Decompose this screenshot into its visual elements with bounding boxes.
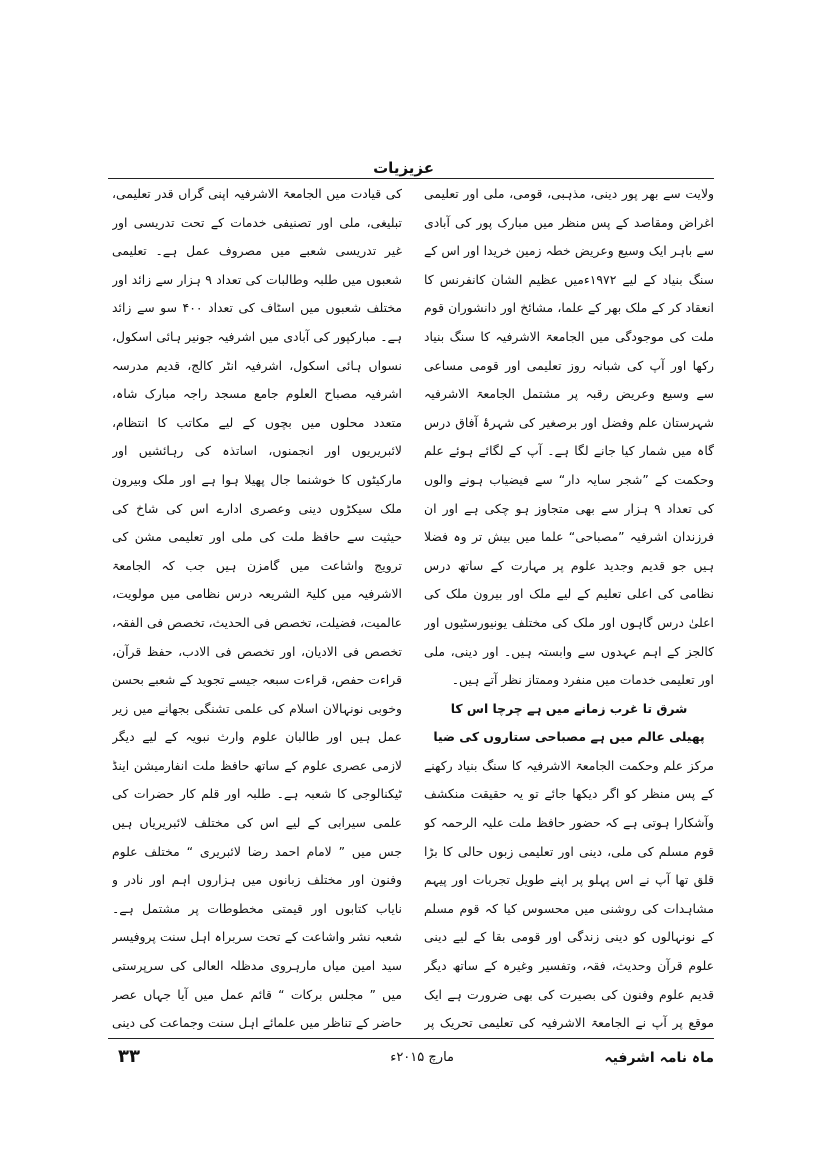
poem-line-2: پھیلی عالم میں ہے مصباحی ستاروں کی ضیا	[433, 729, 705, 745]
paragraph-intro: ولایت سے بھر پور دینی، مذہبی، قومی، ملی اور تعلیمی اغراض ومقاصد کے پس منظر میں مبارک پور کی آبادی سے باہر ایک وسیع وعریض خطہ زمین خریدا اور اس کے سنگ بنیاد کے لیے ۱۹۷۲ءمیں عظیم الشان کانفرنس کا انعقاد کر کے ملک بھر کے علما، مشائخ اور دانشوران قوم ملت کی موجودگی میں الجامعۃ الاشرفیہ کا سنگ بنیاد رکھا اور آپ کی شبانہ روز تعلیمی اور قومی مساعی سے وسیع وعریض رقبہ پر مشتمل الجامعۃ الاشرفیہ شہرستان علم وفضل اور برصغیر کی شہرۂ آفاق درس گاہ میں شمار کیا جانے لگا ہے۔ آپ کے لگائے ہوئے علم وحکمت کے ”شجر سایہ دار“ سے فیضیاب ہونے والوں کی تعداد ۹ ہزار سے بھی متجاوز ہو چکی ہے اور ان فرزندان اشرفیہ ”مصباحی“ علما میں بیش تر وہ فضلا ہیں جو قدیم وجدید علوم پر مہارت کے ساتھ درس نظامی کی اعلی تعلیم کے لیے ملک اور بیرون ملک کی اعلیٰ درس گاہوں اور ملک کی مختلف یونیورسٹیوں اور کالجز کے اہم عہدوں سے وابستہ ہیں۔ اور دینی، ملی اور تعلیمی خدمات میں منفرد وممتاز نظر آتے ہیں۔	[424, 186, 714, 688]
right-column	[424, 180, 714, 1036]
header-rule	[108, 178, 714, 179]
paragraph-continuation: کی قیادت میں الجامعۃ الاشرفیہ اپنی گراں قدر تعلیمی، تبلیغی، ملی اور تصنیفی خدمات کے تحت تدریسی اور غیر تدریسی شعبے میں مصروف عمل ہے۔ تعلیمی شعبوں میں طلبہ وطالبات کی تعداد ۹ ہزار سے زائد اور مختلف شعبوں میں اسٹاف کی تعداد ۴۰۰ سو سے زائد ہے۔ مبارکپور کی آبادی میں اشرفیہ جونیر ہائی اسکول، نسواں ہائی اسکول، اشرفیہ انٹر کالج، قدیم مدرسہ اشرفیہ مصباح العلوم جامع مسجد راجہ مبارک شاہ، متعدد محلوں میں بچوں کے لیے مکاتب کا انتظام، لائبریریوں اور انجمنوں، اساتذہ کی رہائشیں اور مارکیٹوں کا خوشنما جال پھیلا ہوا ہے اور ملک وبیرون ملک سیکڑوں دینی وعصری ادارے اس کی شاخ کی حیثیت سے حافظ ملت کی ملی اور تعلیمی مشن کی ترویج واشاعت میں گامزن ہیں جب کہ الجامعۃ الاشرفیہ میں کلیۃ الشریعہ درس نظامی میں مولویت، عالمیت، فضیلت، تخصص فی الحدیث، تخصص فی الفقہ، تخصص فی الادیان، اور تخصص فی الادب، حفظ قرآن، قراءت حفص، قراءت سبعہ جیسے تجوید کے شعبے بحسن وخوبی نونہالان اسلام کی علمی تشنگی بجھانے میں زیر عمل ہیں اور طالبان علوم وارث نبویہ کے لیے دیگر لازمی عصری علوم کے ساتھ حافظ ملت انفارمیشن اینڈ ٹیکنالوجی کا شعبہ ہے۔ طلبہ اور قلم کار حضرات کی علمی سیرابی کے لیے اس کی مختلف لائبریریاں ہیں جس میں ” لامام احمد رضا لائبریری “ مختلف علوم وفنون اور مختلف زبانوں میں ہزاروں اہم اور نادر و نایاب کتابوں اور قیمتی مخطوطات پر مشتمل ہے۔ شعبہ نشر واشاعت کے تحت سربراہ اہل سنت پروفیسر سید امین میاں مارہروی مدظلہ العالی کی سرپرستی میں ” مجلس برکات “ قائم عمل میں آیا جہاں عصر حاضر کے تناظر میں علمائے اہل سنت وجماعت کی دینی	[112, 186, 402, 1031]
poem-line-1: شرق تا غرب زمانے میں ہے چرچا اس کا	[450, 700, 688, 716]
header-title: عزیزیات	[373, 159, 434, 177]
paragraph-background: مرکز علم وحکمت الجامعۃ الاشرفیہ کا سنگ بنیاد رکھنے کے پس منظر کو اگر دیکھا جائے تو یہ حقیقت منکشف وآشکارا ہوتی ہے کہ حضور حافظ ملت علیہ الرحمہ کو قوم مسلم کی ملی، دینی اور تعلیمی زبوں حالی کا بڑا قلق تھا آپ نے اس پہلو پر اپنے طویل تجربات اور پیہم مشاہدات کی روشنی میں محسوس کیا کہ قوم مسلم کے نونہالوں کو دینی زندگی اور قومی بقا کے لیے دینی علوم قرآن وحدیث، فقہ، وتفسیر وغیرہ کے ساتھ دیگر قدیم علوم وفنون کی بصیرت کی بھی ضرورت ہے ایک موقع پر آپ نے الجامعۃ الاشرفیہ کی تعلیمی تحریک پر	[424, 757, 714, 1031]
footer-rule	[108, 1038, 714, 1039]
footer-magazine-name: ماہ نامہ اشرفیہ	[604, 1050, 714, 1066]
footer-issue-date: مارچ ۲۰۱۵ء	[390, 1050, 454, 1065]
running-header	[108, 158, 714, 180]
page-footer	[108, 1036, 714, 1076]
left-column	[112, 180, 402, 1036]
page-number: ۳۳	[118, 1046, 140, 1067]
